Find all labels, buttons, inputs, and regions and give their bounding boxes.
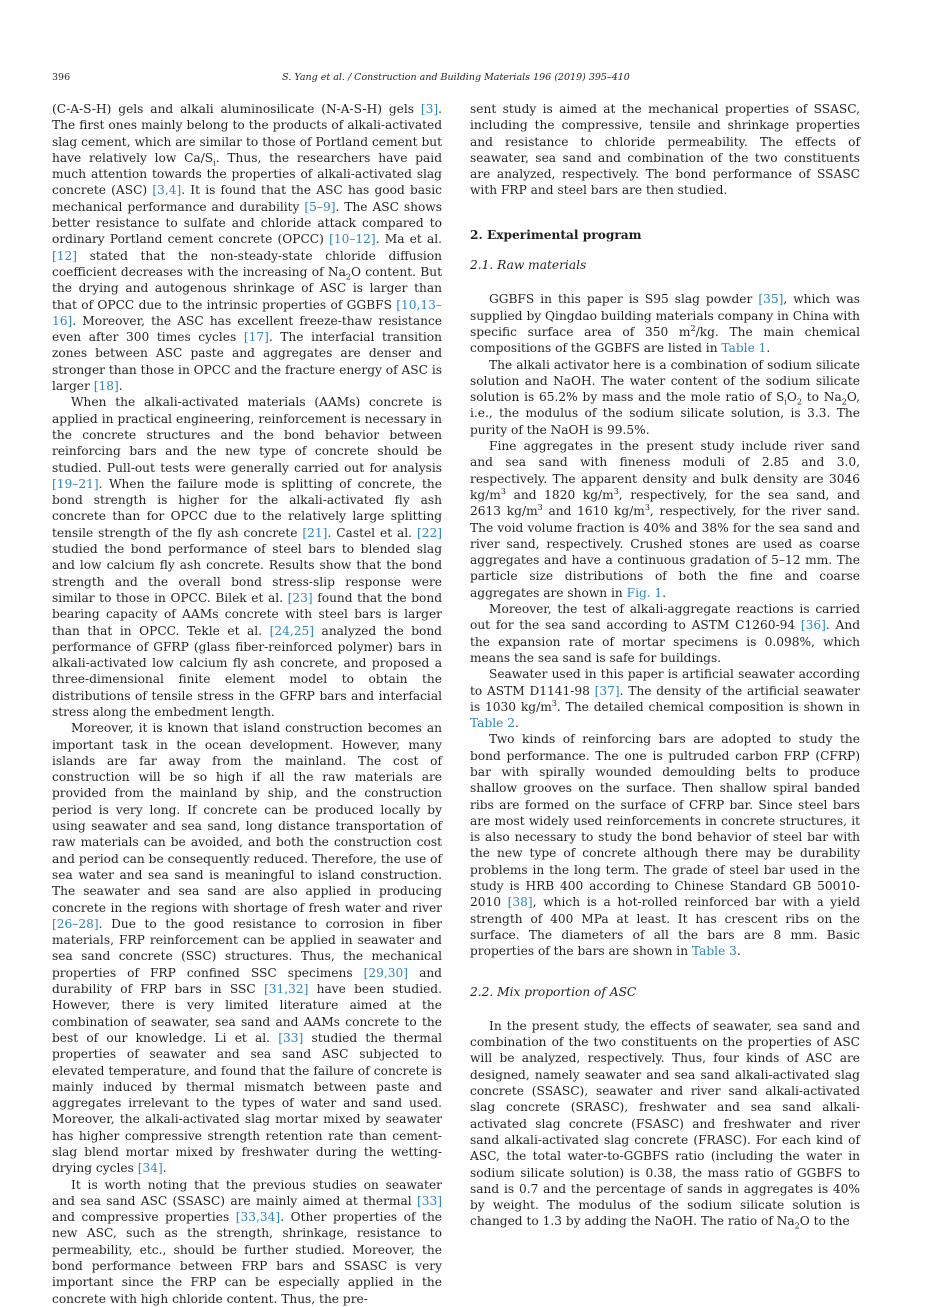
table-link[interactable]: Table 1 <box>721 341 767 356</box>
subsection-heading: 2.1. Raw materials <box>470 258 587 273</box>
citation-link[interactable]: [12] <box>52 248 78 263</box>
paragraph: It is worth noting that the previous studies on seawater and sea sand ASC (SSASC) are mainly aimed at thermal [33] and compressive properties [33,34]. Other properties of the new ASC, such as the strength, shrinkage, resistance to permeability, etc., should be further studied. Moreover, the bond performance between FRP bars and SSASC is very important since the FRP can be especially applied in the concrete with high chloride content. Thus, the pre- <box>52 1177 443 1306</box>
left-column <box>52 101 442 1307</box>
table-link[interactable]: Table 3 <box>691 944 737 959</box>
section-heading: 2. Experimental program <box>470 227 642 242</box>
citation-link[interactable]: [26–28] <box>52 916 99 931</box>
citation-link[interactable]: [34] <box>137 1161 163 1176</box>
citation-link[interactable]: [36] <box>800 618 826 633</box>
citation-link[interactable]: [10–12] <box>329 232 376 247</box>
paragraph: sent study is aimed at the mechanical properties of SSASC, including the compressive, tensile and shrinkage properties and resistance to chloride permeability. The effects of seawater, sea sand and combination of the two constituents are analyzed, respectively. The bond performance of SSASC with FRP and steel bars are then studied. <box>470 102 860 198</box>
table-link[interactable]: Table 2 <box>470 716 515 731</box>
citation-link[interactable]: [29,30] <box>363 965 409 980</box>
citation-link[interactable]: [23] <box>287 590 313 605</box>
citation-link[interactable]: [37] <box>594 683 620 698</box>
paragraph: Moreover, the test of alkali-aggregate reactions is carried out for the sea sand according to ASTM C1260-94 [36]. And the expansion rate of mortar specimens is 0.098%, which means the sea sand is safe for buildings. <box>470 602 860 665</box>
paragraph: Two kinds of reinforcing bars are adopted to study the bond performance. The one is pultruded carbon FRP (CFRP) bar with spirally wounded demoulding belts to produce shallow grooves on the surface. Then shallow spiral banded ribs are formed on the surface of CFRP bar. Since steel bars are most widely used reinforcements in concrete structures, it is also necessary to study the bond behavior of steel bar with the new type of concrete although there may be durability problems in the long term. The grade of steel bar used in the study is HRB 400 according to Chinese Standard GB 50010-2010 [38], which is a hot-rolled reinforced bar with a yield strength of 400 MPa at least. It has crescent ribs on the surface. The diameters of all the bars are 8 mm. Basic properties of the bars are shown in Table 3. <box>470 732 860 959</box>
citation-link[interactable]: [21] <box>302 525 328 540</box>
citation-link[interactable]: [33] <box>416 1193 442 1208</box>
paragraph: When the alkali-activated materials (AAMs) concrete is applied in practical engineering, reinforcement is necessary in the concrete structures and the bond behavior between reinforcing bars and the new type of concrete should be studied. Pull-out tests were generally carried out for analysis [19–21]. When the failure mode is splitting of concrete, the bond strength is higher for the alkali-activated fly ash concrete than for OPCC due to the relatively large splitting tensile strength of the fly ash concrete [21]. Castel et al. [22] studied the bond performance of steel bars to blended slag and low calcium fly ash concrete. Results show that the bond strength and the overall bond stress-slip response were similar to those in OPCC. Bilek et al. [23] found that the bond bearing capacity of AAMs concrete with steel bars is larger than that in OPCC. Tekle et al. [24,25] analyzed the bond performance of GFRP (glass fiber-reinforced polymer) bars in alkali-activated low calcium fly ash concrete, and proposed a three-dimensional finite element model to obtain the distributions of tensile stress in the GFRP bars and interfacial stress along the embedment length. <box>52 395 443 719</box>
citation-link[interactable]: [17] <box>243 330 269 345</box>
citation-link[interactable]: [3] <box>420 102 439 116</box>
citation-link[interactable]: [24,25] <box>269 623 315 638</box>
citation-link[interactable]: [18] <box>93 379 119 394</box>
paragraph: Moreover, it is known that island construction becomes an important task in the ocean development. However, many islands are far away from the mainland. The cost of construction will be so high if all the raw materials are provided from the mainland by ship, and the construction period is very long. If concrete can be produced locally by using seawater and sea sand, long distance transportation of raw materials can be avoided, and both the construction cost and period can be consequently reduced. Therefore, the use of sea water and sea sand is meaningful to island construction. The seawater and sea sand are also applied in producing concrete in the regions with shortage of fresh water and river [26–28]. Due to the good resistance to corrosion in fiber materials, FRP reinforcement can be applied in seawater and sea sand concrete (SSC) structures. Thus, the mechanical properties of FRP confined SSC specimens [29,30] and durability of FRP bars in SSC [31,32] have been studied. However, there is very limited literature aimed at the combination of seawater, sea sand and AAMs concrete to the best of our knowledge. Li et al. [33] studied the thermal properties of seawater and sea sand ASC subjected to elevated temperature, and found that the failure of concrete is mainly induced by thermal mismatch between paste and aggregates irrelevant to the types of water and sand used. Moreover, the alkali-activated slag mortar mixed by seawater has higher compressive strength retention rate than cement-slag blend mortar mixed by freshwater during the wetting-drying cycles [34]. <box>52 721 442 1176</box>
running-head <box>52 72 860 86</box>
citation-link[interactable]: [31,32] <box>263 982 309 997</box>
paragraph: The alkali activator here is a combination of sodium silicate solution and NaOH. The water content of the sodium silicate solution is 65.2% by mass and the mole ratio of $S_iO_2$ to $Na_2O$, i.e., the modulus of the sodium silicate solution, is 3.3. The purity of the NaOH is 99.5%. <box>470 357 860 437</box>
figure-link[interactable]: Fig. 1 <box>626 585 663 600</box>
citation-link[interactable]: [5–9] <box>304 199 336 214</box>
citation-link[interactable]: [33,34] <box>235 1210 281 1225</box>
paragraph: Seawater used in this paper is artificial seawater according to ASTM D1141-98 [37]. The density of the artificial seawater is 1030 $kg/m^3$. The detailed chemical composition is shown in Table 2. <box>470 667 861 731</box>
paragraph: Fine aggregates in the present study include river sand and sea sand with fineness moduli of 2.85 and 3.0, respectively. The apparent density and bulk density are 3046 $kg/m^3$ and 1820 $kg/m^3$, respectively, for the sea sand, and 2613 $kg/m^3$ and 1610 $kg/m^3$, respectively, for the river sand. The void volume fraction is 40% and 38% for the sea sand and river sand, respectively. Crushed stones are used as coarse aggregates and have a continuous gradation of 5–12 mm. The particle size distributions of both the fine and coarse aggregates are shown in Fig. 1. <box>470 439 860 600</box>
citation-link[interactable]: [38] <box>507 895 533 910</box>
citation-link[interactable]: [19–21] <box>52 476 99 491</box>
paragraph: GGBFS in this paper is S95 slag powder [35], which was supplied by Qingdao building materials company in China with specific surface area of 350 $m^2/kg$. The main chemical compositions of the GGBFS are listed in Table 1. <box>470 292 860 356</box>
right-column <box>470 101 860 1230</box>
spacer <box>470 960 860 984</box>
citation-link[interactable]: [22] <box>416 525 443 540</box>
citation-link[interactable]: [3,4] <box>152 183 182 198</box>
page-number: 396 <box>52 72 71 83</box>
paragraph: In the present study, the effects of seawater, sea sand and combination of the two constituents on the properties of ASC will be analyzed, respectively. Thus, four kinds of ASC are designed, namely seawater and sea sand alkali-activated slag concrete (SSASC), seawater and river sand alkali-activated slag concrete (SRASC), freshwater and sea sand alkali-activated slag concrete (FSASC) and freshwater and river sand alkali-activated slag concrete (FRASC). For each kind of ASC, the total water-to-GGBFS ratio (including the water in sodium silicate solution) is 0.38, the mass ratio of GGBFS to sand is 0.7 and the percentage of sands in aggregates is 40% by weight. The modulus of the sodium silicate solution is changed to 1.3 by adding the NaOH. The ratio of $Na_2O$ to the <box>470 1018 860 1231</box>
paragraph: (C-A-S-H) gels and alkali aluminosilicate (N-A-S-H) gels [3]. The first ones mainly belong to the products of alkali-activated slag cement, which are similar to those of Portland cement but have relatively low $Ca/S_i$. Thus, the researchers have paid much attention towards the properties of alkali-activated slag concrete (ASC) [3,4]. It is found that the ASC has good basic mechanical performance and durability [5–9]. The ASC shows better resistance to sulfate and chloride attack compared to ordinary Portland cement concrete (OPCC) [10–12]. Ma et al. [12] stated that the non-steady-state chloride diffusion coefficient decreases with the increasing of $Na_2O$ content. But the drying and autogenous shrinkage of ASC is larger than that of OPCC due to the intrinsic properties of GGBFS [10,13–16]. Moreover, the ASC has excellent freeze-thaw resistance even after 300 times cycles [17]. The interfacial transition zones between ASC paste and aggregates are denser and stronger than those in OPCC and the fracture energy of ASC is larger [18]. <box>52 102 442 394</box>
citation-link[interactable]: [33] <box>278 1030 304 1045</box>
subsection-heading: 2.2. Mix proportion of ASC <box>470 984 637 999</box>
journal-reference: S. Yang et al. / Construction and Building Materials 196 (2019) 395–410 <box>282 72 630 83</box>
citation-link[interactable]: [35] <box>758 292 784 307</box>
citation-link[interactable]: [10,13–16] <box>52 297 442 328</box>
